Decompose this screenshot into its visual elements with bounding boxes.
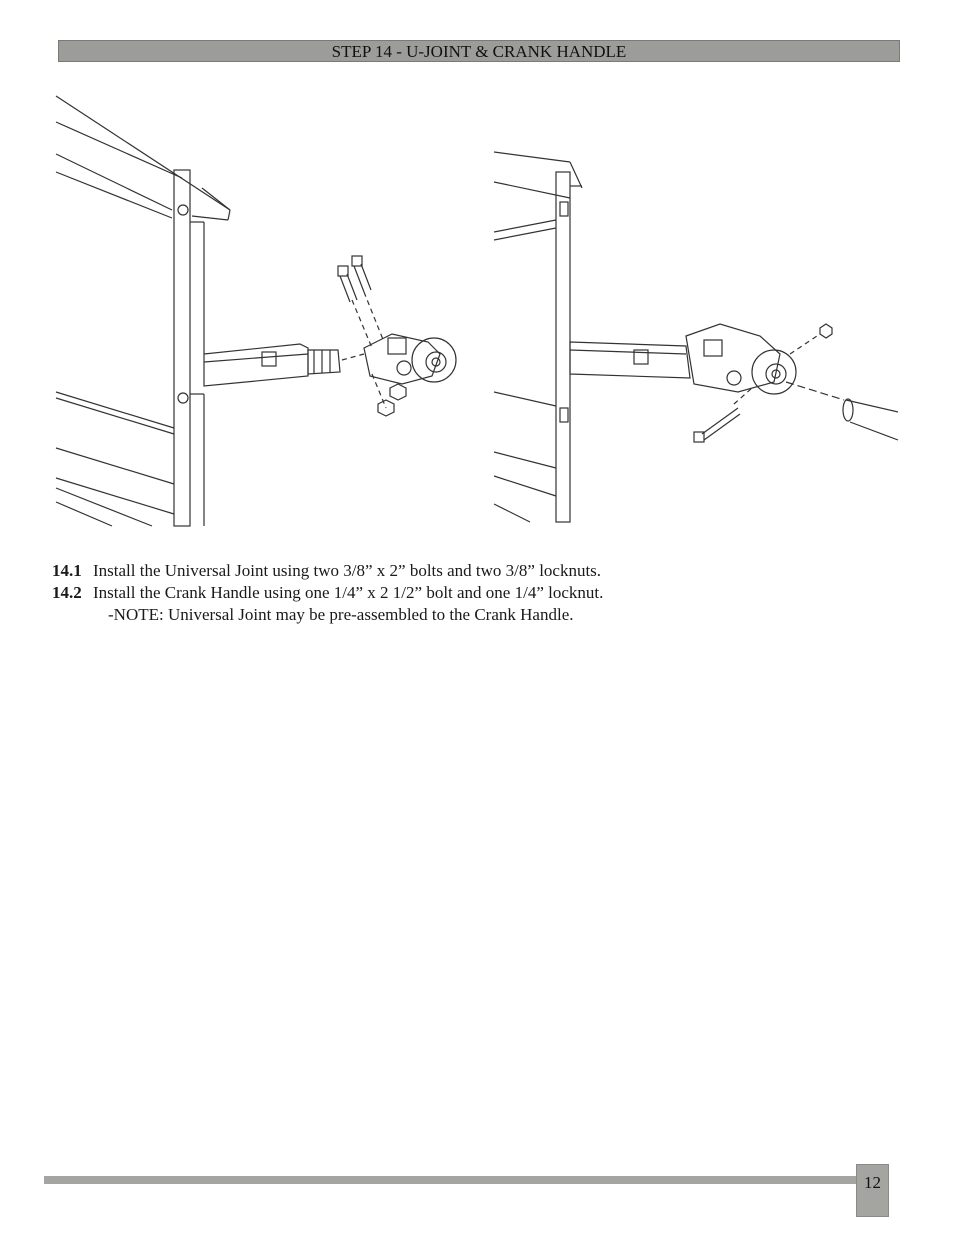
instructions (52, 560, 603, 626)
page-number-box (856, 1164, 889, 1217)
section-title: STEP 14 - U-JOINT & CRANK HANDLE (331, 42, 627, 61)
crank-handle-install-figure (490, 92, 902, 528)
page-number: 12 (864, 1173, 881, 1192)
step-text: Install the Crank Handle using one 1/4” x 2 1/2” bolt and one 1/4” locknut. (93, 583, 604, 602)
assembly-note: -NOTE: Universal Joint may be pre-assembled to the Crank Handle. (108, 605, 574, 624)
crank-handle-install-illustration-icon (490, 92, 902, 528)
step-number: 14.1 (52, 561, 82, 580)
step-text: Install the Universal Joint using two 3/8” x 2” bolts and two 3/8” locknuts. (93, 561, 602, 580)
u-joint-install-illustration-icon (52, 92, 482, 528)
step-14-1 (52, 560, 603, 582)
section-header-bar (58, 40, 900, 62)
u-joint-install-figure (52, 92, 482, 528)
step-14-2 (52, 582, 603, 604)
step-number: 14.2 (52, 583, 82, 602)
footer-bar (44, 1176, 858, 1184)
